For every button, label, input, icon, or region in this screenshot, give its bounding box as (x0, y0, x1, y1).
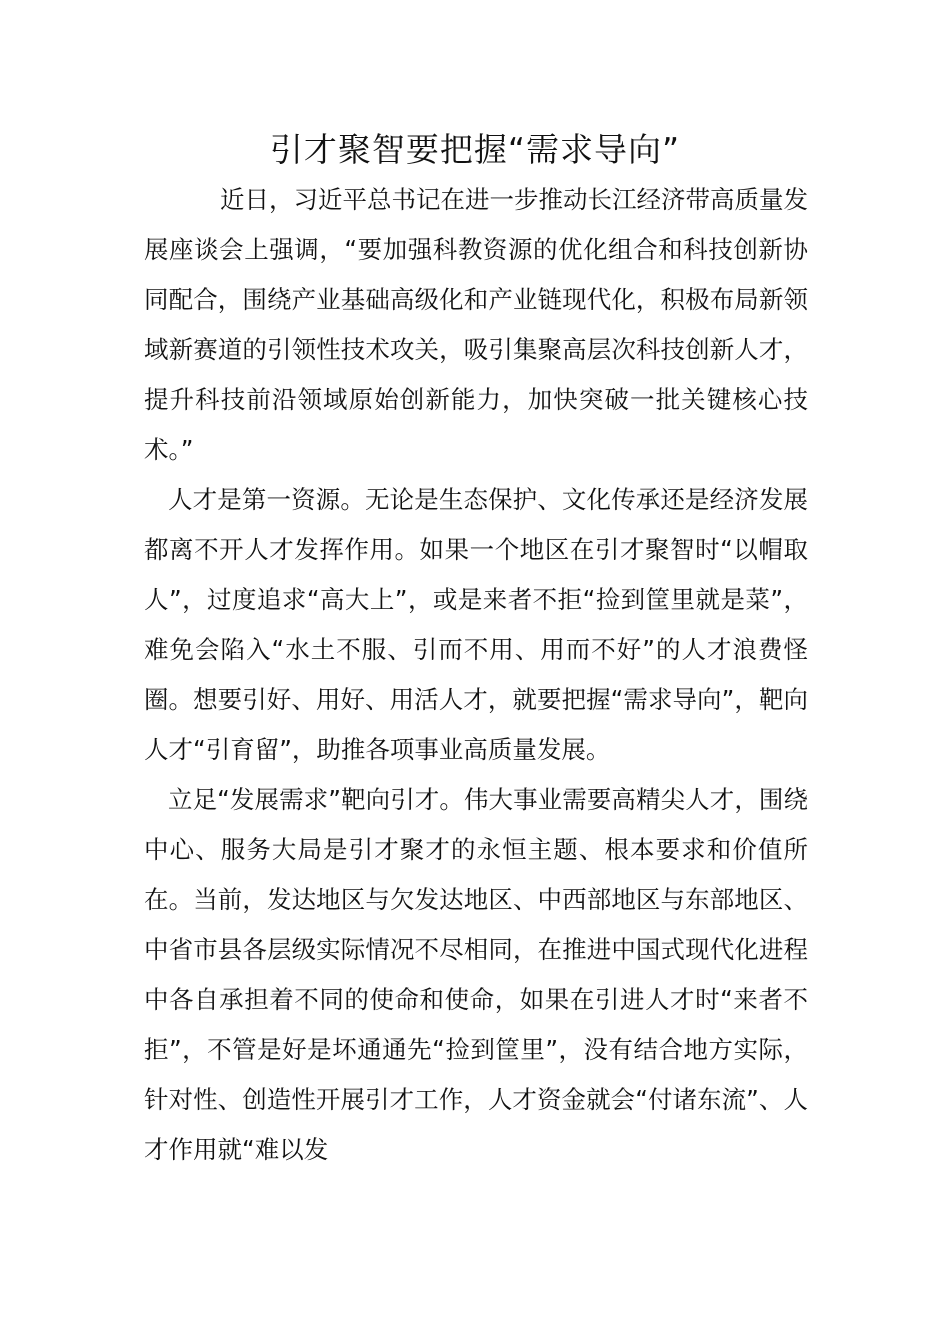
document-body (144, 175, 808, 1175)
document-title: 引才聚智要把握“需求导向” (269, 130, 681, 169)
paragraph-1: 近日，习近平总书记在进一步推动长江经济带高质量发展座谈会上强调，“要加强科教资源的优化组合和科技创新协同配合，围绕产业基础高级化和产业链现代化，积极布局新领域新赛道的引领性技术攻关，吸引集聚高层次科技创新人才，提升科技前沿领域原始创新能力，加快突破一批关键核心技术。” (144, 185, 808, 464)
paragraph-3: 立足“发展需求”靶向引才。伟大事业需要高精尖人才，围绕中心、服务大局是引才聚才的永恒主题、根本要求和价值所在。当前，发达地区与欠发达地区、中西部地区与东部地区、中省市县各层级实际情况不尽相同，在推进中国式现代化进程中各自承担着不同的使命和使命，如果在引进人才时“来者不拒”，不管是好是坏通通先“捡到筐里”，没有结合地方实际，针对性、创造性开展引才工作，人才资金就会“付诸东流”、人才作用就“难以发 (144, 785, 808, 1164)
paragraph-2: 人才是第一资源。无论是生态保护、文化传承还是经济发展都离不开人才发挥作用。如果一个地区在引才聚智时“以帽取人”，过度追求“高大上”，或是来者不拒“捡到筐里就是菜”，难免会陷入“水土不服、引而不用、用而不好”的人才浪费怪圈。想要引好、用好、用活人才，就要把握“需求导向”，靶向人才“引育留”，助推各项事业高质量发展。 (144, 485, 808, 764)
